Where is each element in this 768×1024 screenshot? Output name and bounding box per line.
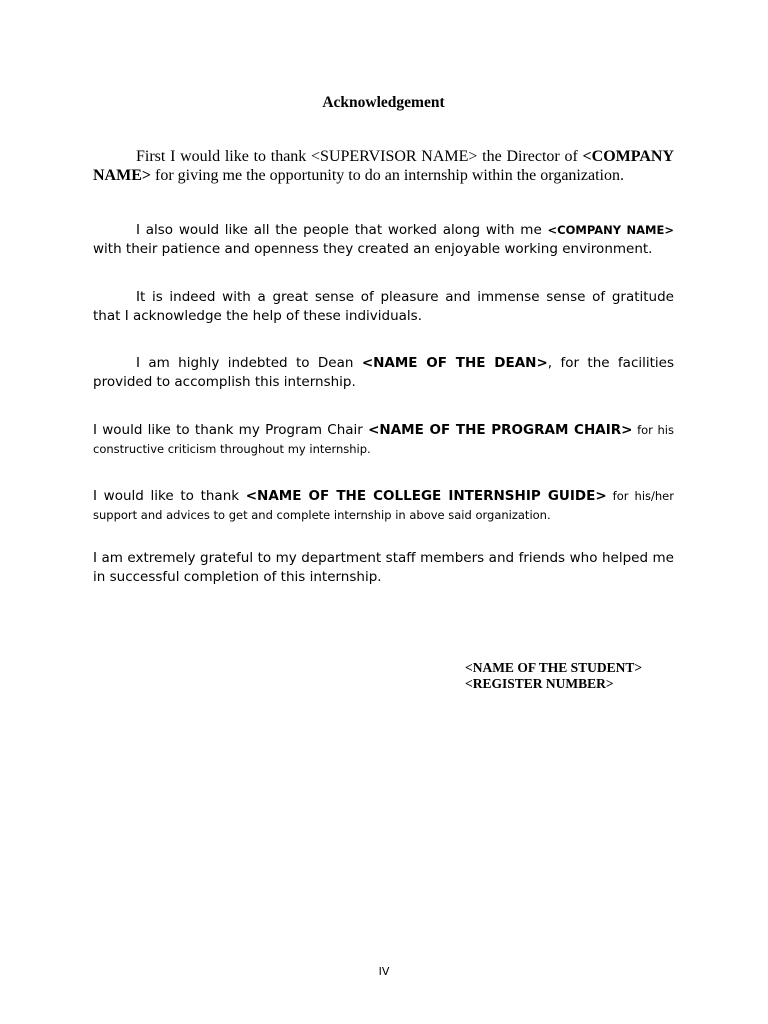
paragraph-text: I would like to thank my Program Chair xyxy=(93,422,369,438)
paragraph-text: First I would like to thank <SUPERVISOR NAME> the Director of xyxy=(136,148,583,165)
signature-block xyxy=(465,660,642,692)
paragraph-text: It is indeed with a great sense of pleasure and immense sense of gratitude that I acknowledge the help of these individuals. xyxy=(93,289,674,324)
paragraph-text: I am extremely grateful to my department staff members and friends who helped me in successful completion of this internship. xyxy=(93,550,674,585)
paragraph-text: I also would like all the people that worked along with me xyxy=(136,222,548,238)
paragraph-text: I would like to thank xyxy=(93,488,246,504)
company-name-placeholder: <COMPANY NAME> xyxy=(93,148,674,184)
paragraph-program-chair-thanks xyxy=(93,421,674,459)
company-name-placeholder: <COMPANY NAME> xyxy=(547,223,674,237)
internship-guide-name-placeholder: <NAME OF THE COLLEGE INTERNSHIP GUIDE> xyxy=(245,488,607,504)
paragraph-staff-friends-thanks xyxy=(93,549,674,587)
paragraph-text: I am highly indebted to Dean xyxy=(136,355,362,371)
paragraph-gratitude xyxy=(93,288,674,326)
paragraph-internship-guide-thanks xyxy=(93,487,674,525)
paragraph-dean-thanks xyxy=(93,354,674,392)
paragraph-colleagues-thanks xyxy=(93,221,674,259)
paragraph-text: with their patience and openness they created an enjoyable working environment. xyxy=(93,241,653,257)
dean-name-placeholder: <NAME OF THE DEAN> xyxy=(361,355,548,371)
page-number: IV xyxy=(378,965,390,978)
page-title: Acknowledgement xyxy=(322,94,445,111)
paragraph-text: for his/her support and advices to get and complete internship in above said organization. xyxy=(93,489,674,522)
program-chair-name-placeholder: <NAME OF THE PROGRAM CHAIR> xyxy=(368,422,633,438)
register-number-placeholder: <REGISTER NUMBER> xyxy=(465,676,614,691)
paragraph-text: , for the facilities provided to accomplish this internship. xyxy=(93,355,675,390)
paragraph-text: for giving me the opportunity to do an internship within the organization. xyxy=(151,167,624,184)
paragraph-text: for his constructive criticism throughout my internship. xyxy=(93,423,674,456)
student-name-placeholder: <NAME OF THE STUDENT> xyxy=(465,660,643,675)
paragraph-supervisor-thanks xyxy=(93,147,674,185)
